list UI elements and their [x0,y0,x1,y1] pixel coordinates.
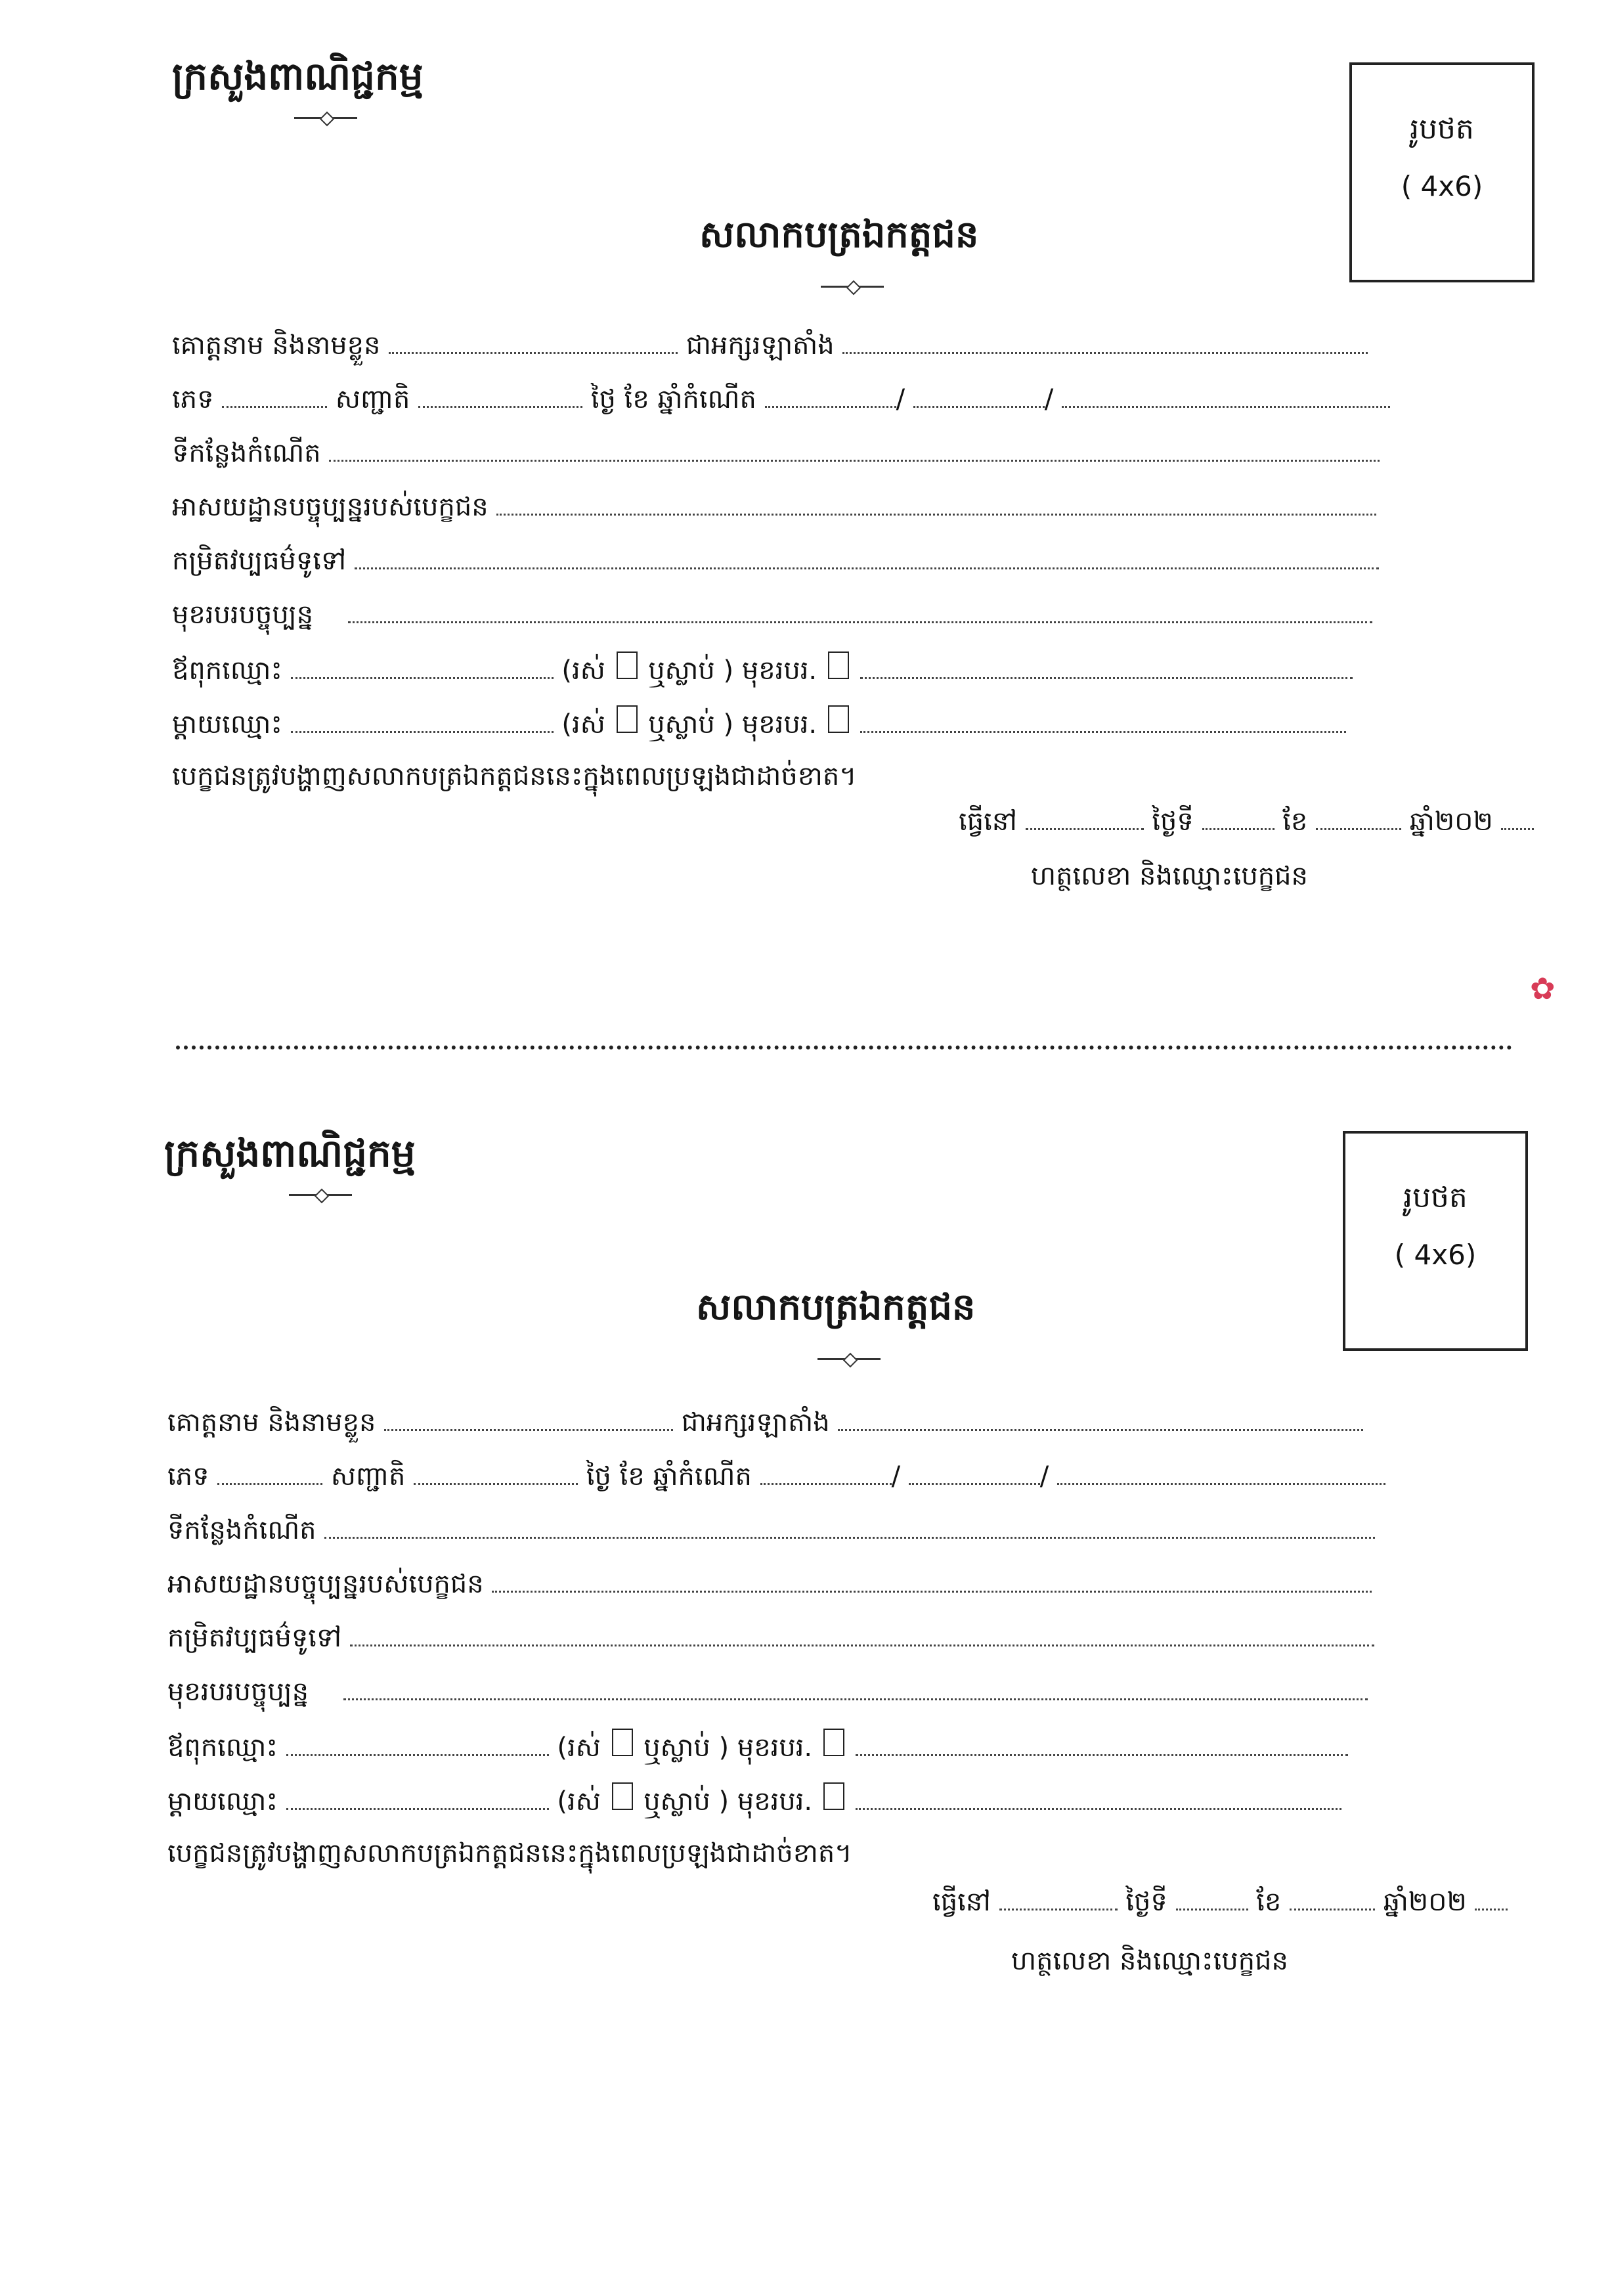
sex-label: ភេទ [172,384,214,414]
notice-row [172,759,857,805]
address-field[interactable] [492,1571,1372,1593]
birthplace-label: ទីកន្លែងកំណើត [167,1515,316,1545]
nationality-field[interactable] [414,1463,578,1485]
alive-label: (រស់ [561,709,605,740]
signature-label: ហត្ថលេខា និងឈ្មោះបេក្ខជន [1031,861,1308,891]
year-label: ឆ្នាំ២០២ [1409,806,1493,837]
address-label: អាសយដ្ឋានបច្ចុប្បន្នរបស់បេក្ខជន [172,492,489,522]
date-row [932,1885,1508,1924]
day-field[interactable] [1176,1889,1248,1910]
ministry-name: ក្រសួងពាណិជ្ជកម្ម [172,54,424,99]
made-at-field[interactable] [1026,808,1144,830]
photo-label: រូបថត [1410,112,1474,146]
notice-text: បេក្ខជនត្រូវបង្ហាញសលាកបត្រឯកត្តជននេះក្នុងពេលប្រឡងជាដាច់ខាត។ [172,761,857,791]
ministry-ornament [289,1194,352,1196]
surname-field[interactable] [389,332,678,354]
made-at-field[interactable] [999,1889,1118,1910]
parent-job-label: មុខរបរ. [737,1733,813,1763]
month-field[interactable] [1316,808,1401,830]
day-label: ថ្ងៃទី [1125,1887,1167,1917]
mother-alive-checkbox[interactable] [617,705,638,733]
birthplace-row [167,1513,1375,1559]
surname-label: គោត្តនាម និងនាមខ្លួន [167,1407,376,1438]
latin-name-field[interactable] [842,332,1368,354]
father-row [172,651,1353,697]
month-label: ខែ [1282,806,1308,837]
father-job-field[interactable] [860,657,1353,679]
education-row [172,544,1379,590]
nationality-label: សញ្ជាតិ [335,384,410,414]
birthplace-field[interactable] [324,1517,1375,1539]
document-title: សលាកបត្រឯកត្តជន [696,1285,976,1329]
mother-job-field[interactable] [860,711,1346,733]
occupation-row [172,598,1372,644]
education-field[interactable] [355,548,1379,569]
address-field[interactable] [496,494,1376,516]
occupation-label: មុខរបរបច្ចុប្បន្ន [167,1677,309,1707]
education-field[interactable] [350,1625,1374,1646]
address-label: អាសយដ្ឋានបច្ចុប្បន្នរបស់បេក្ខជន [167,1569,484,1599]
dob-label: ថ្ងៃ ខែ ឆ្នាំកំណើត [590,384,756,414]
education-row [167,1621,1374,1667]
ministry-name: ក្រសួងពាណិជ្ជកម្ម [164,1131,416,1176]
parent-job-label: មុខរបរ. [741,655,817,686]
mother-row [172,705,1346,751]
date-row [959,805,1534,843]
parent-job-label: មុខរបរ. [741,709,817,740]
surname-label: គោត្តនាម និងនាមខ្លួន [172,330,381,361]
day-label: ថ្ងៃទី [1152,806,1194,837]
year-field[interactable] [1501,808,1534,830]
form-top [0,0,1612,1084]
address-row [172,490,1376,536]
form-bottom [0,1071,1612,2154]
sex-row: ភេទ សញ្ជាតិ ថ្ងៃ ខែ ឆ្នាំកំណើត / / [167,1459,1385,1505]
cut-line [176,1046,1512,1049]
occupation-field[interactable] [343,1679,1368,1700]
address-row [167,1567,1372,1613]
birthplace-label: ទីកន្លែងកំណើត [172,438,321,468]
dob-day-field[interactable] [765,386,896,408]
education-label: កម្រិតវប្បធម៌ទូទៅ [172,546,347,576]
latin-label: ជាអក្សរឡាតាំង [686,330,835,361]
occupation-field[interactable] [348,602,1372,623]
parent-job-label: មុខរបរ. [737,1786,813,1817]
father-label: ឪពុកឈ្មោះ [172,655,282,686]
father-job-checkbox[interactable] [828,651,849,679]
alive-label: (រស់ [557,1733,601,1763]
day-field[interactable] [1202,808,1274,830]
birthplace-field[interactable] [329,440,1380,462]
dead-label: ឬស្លាប់ ) [643,1733,730,1763]
father-alive-checkbox[interactable] [612,1729,633,1756]
latin-name-field[interactable] [838,1409,1363,1431]
name-row [167,1405,1363,1451]
dob-day-field[interactable] [760,1463,892,1485]
education-label: កម្រិតវប្បធម៌ទូទៅ [167,1623,342,1653]
dead-label: ឬស្លាប់ ) [648,655,734,686]
photo-box [1343,1131,1528,1351]
year-field[interactable] [1475,1889,1508,1910]
dead-label: ឬស្លាប់ ) [648,709,734,740]
year-label: ឆ្នាំ២០២ [1383,1887,1467,1917]
mother-name-field[interactable] [286,1788,549,1810]
mother-job-checkbox[interactable] [828,705,849,733]
ministry-ornament [294,117,357,119]
dob-month-field[interactable] [913,386,1045,408]
alive-label: (រស់ [561,655,605,686]
document-title: សលាកបត្រឯកត្តជន [699,213,979,256]
photo-size: ( 4x6) [1394,1239,1477,1271]
mother-row [167,1782,1341,1828]
father-name-field[interactable] [286,1734,549,1756]
title-ornament [821,286,884,288]
father-name-field[interactable] [291,657,554,679]
mother-job-checkbox[interactable] [823,1782,844,1810]
photo-box [1349,62,1535,282]
mother-job-field[interactable] [856,1788,1341,1810]
nationality-field[interactable] [418,386,582,408]
dob-month-field[interactable] [909,1463,1040,1485]
month-field[interactable] [1290,1889,1375,1910]
title-ornament [817,1358,881,1360]
notice-row [167,1836,852,1882]
latin-label: ជាអក្សរឡាតាំង [681,1407,830,1438]
father-job-field[interactable] [856,1734,1348,1756]
sex-label: ភេទ [167,1461,209,1491]
name-row [172,328,1368,374]
father-label: ឪពុកឈ្មោះ [167,1733,278,1763]
father-row [167,1729,1348,1775]
signature-label: ហត្ថលេខា និងឈ្មោះបេក្ខជន [1011,1946,1288,1976]
dob-label: ថ្ងៃ ខែ ឆ្នាំកំណើត [586,1461,752,1491]
surname-field[interactable] [384,1409,673,1431]
photo-label: រូបថត [1403,1181,1468,1214]
made-at-label: ធ្វើនៅ [959,806,1017,837]
mother-name-field[interactable] [291,711,554,733]
birthplace-row [172,436,1380,482]
notice-text: បេក្ខជនត្រូវបង្ហាញសលាកបត្រឯកត្តជននេះក្នុងពេលប្រឡងជាដាច់ខាត។ [167,1838,852,1868]
photo-size: ( 4x6) [1401,170,1483,202]
sex-row: ភេទ សញ្ជាតិ ថ្ងៃ ខែ ឆ្នាំកំណើត / / [172,382,1390,428]
made-at-label: ធ្វើនៅ [932,1887,991,1917]
mother-label: ម្តាយឈ្មោះ [172,709,282,740]
alive-label: (រស់ [557,1786,601,1817]
mother-label: ម្តាយឈ្មោះ [167,1786,278,1817]
sex-field[interactable] [217,1463,322,1485]
father-alive-checkbox[interactable] [617,651,638,679]
stamp-flower-icon: ✿ [1530,971,1556,1006]
nationality-label: សញ្ជាតិ [330,1461,406,1491]
dob-year-field[interactable] [1062,386,1390,408]
mother-alive-checkbox[interactable] [612,1782,633,1810]
occupation-label: មុខរបរបច្ចុប្បន្ន [172,600,314,630]
dead-label: ឬស្លាប់ ) [643,1786,730,1817]
occupation-row [167,1675,1368,1721]
dob-year-field[interactable] [1057,1463,1385,1485]
month-label: ខែ [1256,1887,1282,1917]
father-job-checkbox[interactable] [823,1729,844,1756]
sex-field[interactable] [222,386,327,408]
